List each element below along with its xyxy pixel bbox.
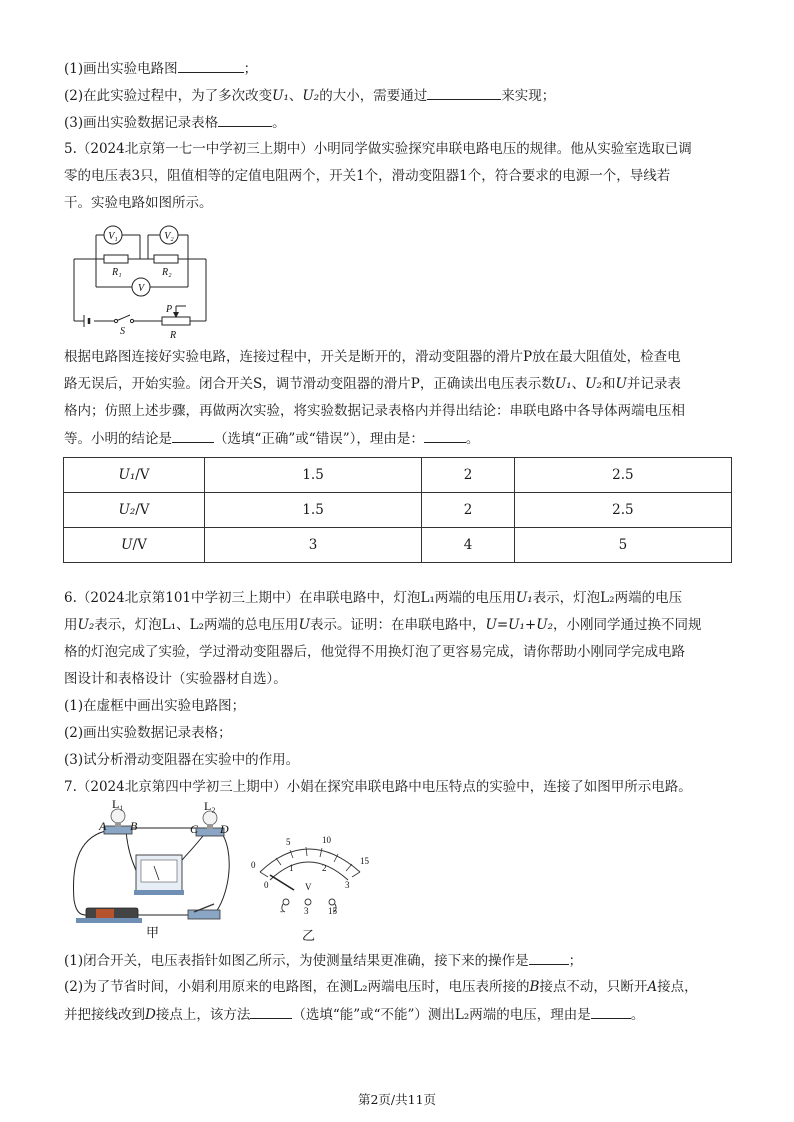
lamp-l2-label: L₂	[204, 800, 216, 813]
q5-para-3: 格内；仿照上述步骤，再做两次实验，将实验数据记录表格内并得出结论：串联电路中各导体两端电压相	[64, 403, 685, 419]
table-cell: 2	[422, 493, 515, 528]
table-cell: 2.5	[514, 458, 731, 493]
q5-line-2: 零的电压表3只，阻值相等的定值电阻两个，开关1个，滑动变阻器1个，符合要求的电源一个，导线若	[64, 168, 671, 184]
figure-yi-caption: 乙	[302, 928, 316, 943]
q5-para-4: 等。小明的结论是 （选填“正确”或“错误”），理由是： 。	[64, 428, 479, 449]
terminal-15: 15	[328, 906, 337, 916]
point-b-label: B	[130, 819, 138, 833]
page-footer: 第2页/共11页	[357, 1092, 437, 1107]
prev-item-3: (3)画出实验数据记录表格 。	[64, 112, 286, 133]
answer-blank[interactable]	[424, 428, 466, 443]
voltmeter-v-label: V	[137, 283, 145, 294]
q5-circuit-diagram	[66, 222, 216, 342]
q7-item-2: (2)为了节省时间，小娟利用原来的电路图，在测L₂两端电压时，电压表所接的B接点不动，只断开A接点，	[64, 979, 698, 995]
scale-bottom-0: 0	[264, 880, 269, 890]
table-cell: 1.5	[205, 458, 422, 493]
point-c-label: C	[190, 822, 199, 836]
table-row	[64, 458, 732, 493]
resistor-r1-label: R₁	[112, 267, 122, 278]
q5-para-1: 根据电路图连接好实验电路，连接过程中，开关是断开的，滑动变阻器的滑片P放在最大阻值处，检查电	[64, 349, 681, 365]
q6-line-3: 格的灯泡完成了实验，学过滑动变阻器后，他觉得不用换灯泡了更容易完成，请你帮助小刚同学完成电路	[64, 644, 685, 660]
answer-blank[interactable]	[250, 1004, 292, 1019]
answer-blank[interactable]	[172, 428, 214, 443]
table-cell: 1.5	[205, 493, 422, 528]
rheostat-r-label: R	[170, 330, 177, 341]
voltmeter-v2-label: V₂	[164, 231, 174, 242]
q6-line-4: 图设计和表格设计（实验器材自选）。	[64, 671, 287, 687]
resistor-r2-label: R₂	[162, 267, 172, 278]
voltmeter-v1-label: V₁	[108, 231, 118, 242]
scale-top-15: 15	[360, 856, 369, 866]
q6-item-3: (3)试分析滑动变阻器在实验中的作用。	[64, 752, 300, 768]
answer-blank[interactable]	[427, 85, 501, 100]
q5-data-table	[63, 457, 732, 563]
slider-p-label: P	[166, 304, 173, 315]
q5-line-3: 干。实验电路如图所示。	[64, 195, 213, 211]
table-cell: 4	[422, 528, 515, 563]
terminal-negative: -	[280, 906, 283, 916]
lamp-l1-label: L₁	[112, 800, 124, 811]
switch-s-label: S	[120, 326, 125, 337]
meter-unit-label: V	[305, 882, 312, 892]
scale-bottom-2: 2	[322, 863, 327, 873]
table-row-header: U₂/V	[64, 493, 205, 528]
point-d-label: D	[220, 822, 229, 836]
q7-item-1: (1)闭合开关，电压表指针如图乙所示，为使测量结果更准确，接下来的操作是 ；	[64, 950, 582, 971]
q7-item-2-cont: 并把接线改到D接点上，该方法 （选填“能”或“不能”）测出L₂两端的电压，理由是 。	[64, 1004, 644, 1025]
scale-top-5: 5	[286, 837, 291, 847]
scale-top-10: 10	[322, 835, 331, 845]
table-cell: 2	[422, 458, 515, 493]
q6-item-1: (1)在虚框中画出实验电路图；	[64, 698, 246, 714]
q6-item-2: (2)画出实验数据记录表格；	[64, 725, 232, 741]
prev-item-1: (1)画出实验电路图 ；	[64, 58, 257, 79]
answer-blank[interactable]	[529, 950, 569, 965]
point-a-label: A	[99, 819, 107, 833]
table-row-header: U₁/V	[64, 458, 205, 493]
answer-blank[interactable]	[218, 112, 272, 127]
scale-bottom-1: 1	[289, 863, 294, 873]
prev-item-2: (2)在此实验过程中，为了多次改变U₁、U₂的大小，需要通过 来实现；	[64, 85, 555, 106]
q7-line-1: 7.（2024北京第四中学初三上期中）小娟在探究串联电路中电压特点的实验中，连接了如图甲所示电路。	[64, 779, 692, 795]
table-row-header: U/V	[64, 528, 205, 563]
q7-figure-jia-circuit	[66, 800, 246, 940]
figure-jia-caption: 甲	[146, 925, 160, 940]
answer-blank[interactable]	[178, 58, 244, 73]
scale-bottom-3: 3	[345, 880, 350, 890]
table-cell: 5	[514, 528, 731, 563]
table-cell: 2.5	[514, 493, 731, 528]
terminal-3: 3	[304, 906, 309, 916]
table-row	[64, 493, 732, 528]
scale-top-0: 0	[251, 860, 256, 870]
table-cell: 3	[205, 528, 422, 563]
q5-para-2: 路无误后，开始实验。闭合开关S，调节滑动变阻器的滑片P，正确读出电压表示数U₁、U₂和U并记录表	[64, 376, 681, 392]
table-row	[64, 528, 732, 563]
q5-line-1: 5.（2024北京第一七一中学初三上期中）小明同学做实验探究串联电路电压的规律。他从实验室选取已调	[64, 141, 692, 157]
answer-blank[interactable]	[591, 1004, 631, 1019]
q6-line-1: 6.（2024北京第101中学初三上期中）在串联电路中，灯泡L₁两端的电压用U₁表示，灯泡L₂两端的电压	[64, 590, 683, 606]
q6-line-2: 用U₂表示，灯泡L₁、L₂两端的总电压用U表示。证明：在串联电路中，U=U₁+U₂，小刚同学通过换不同规	[64, 617, 702, 633]
q7-figure-yi-voltmeter	[248, 830, 378, 945]
